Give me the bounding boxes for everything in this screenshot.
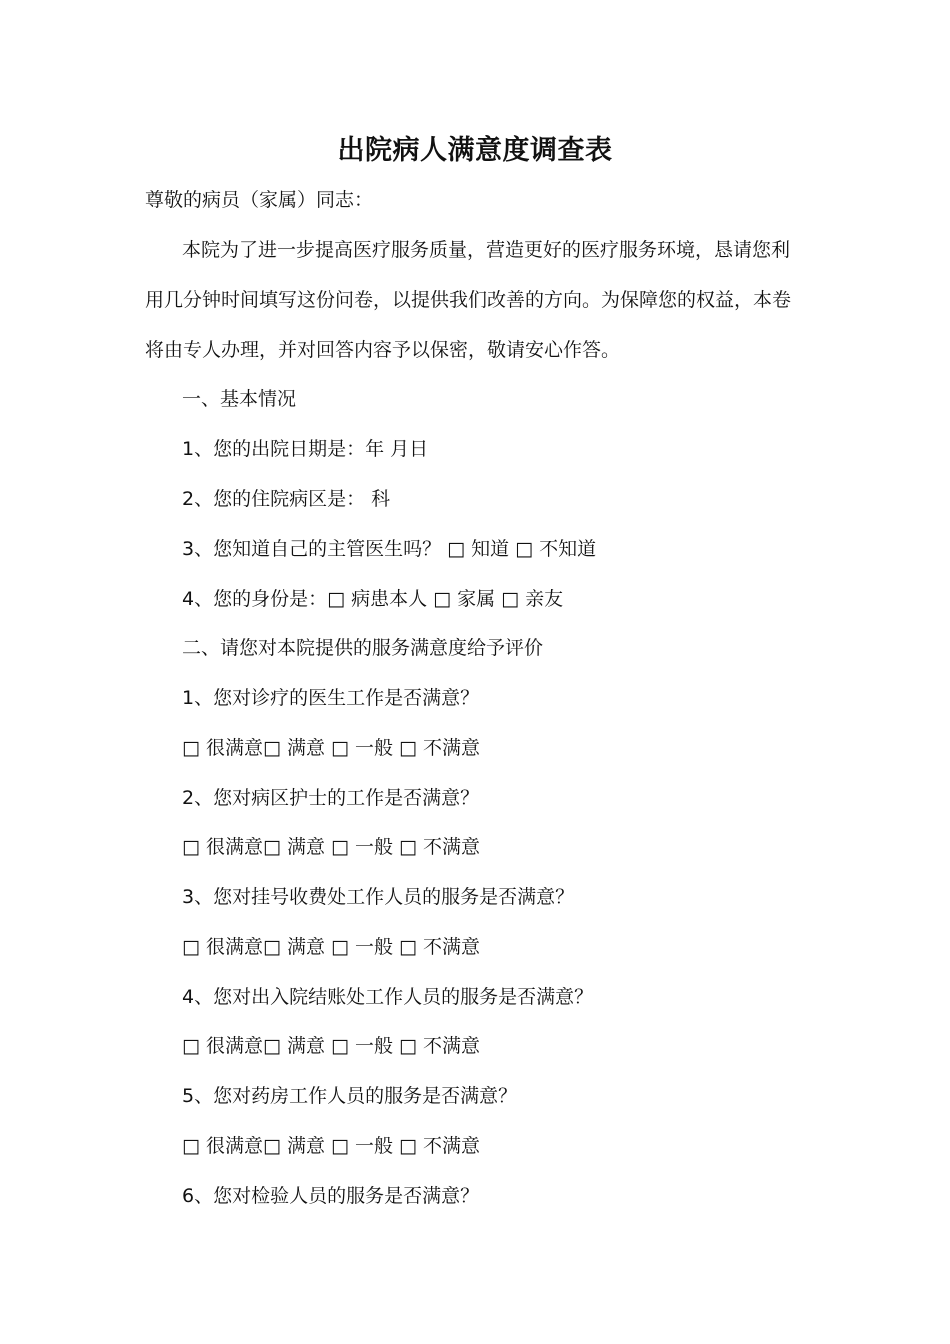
options-doctor: □ 很满意□ 满意 □ 一般 □ 不满意: [182, 737, 481, 759]
question-registration: 3、您对挂号收费处工作人员的服务是否满意？: [182, 886, 575, 908]
question-pharmacy: 5、您对药房工作人员的服务是否满意？: [182, 1085, 518, 1107]
question-nurse: 2、您对病区护士的工作是否满意？: [182, 787, 480, 809]
options-pharmacy: □ 很满意□ 满意 □ 一般 □ 不满意: [182, 1135, 481, 1157]
options-nurse: □ 很满意□ 满意 □ 一般 □ 不满意: [182, 836, 481, 858]
section-heading-evaluation: 二、请您对本院提供的服务满意度给予评价: [182, 637, 544, 659]
basic-item-ward: 2、您的住院病区是： 科: [182, 488, 391, 510]
options-registration: □ 很满意□ 满意 □ 一般 □ 不满意: [182, 936, 481, 958]
question-billing: 4、您对出入院结账处工作人员的服务是否满意？: [182, 986, 594, 1008]
section-heading-basic: 一、基本情况: [182, 388, 297, 410]
salutation: 尊敬的病员（家属）同志：: [145, 189, 374, 211]
question-laboratory: 6、您对检验人员的服务是否满意？: [182, 1185, 480, 1207]
basic-item-discharge-date: 1、您的出院日期是：年 月日: [182, 438, 429, 460]
intro-line-1: 本院为了进一步提高医疗服务质量，营造更好的医疗服务环境，恳请您利: [182, 239, 791, 261]
basic-item-identity: 4、您的身份是：□ 病患本人 □ 家属 □ 亲友: [182, 588, 564, 610]
basic-item-know-doctor: 3、您知道自己的主管医生吗？ □ 知道 □ 不知道: [182, 538, 597, 560]
options-billing: □ 很满意□ 满意 □ 一般 □ 不满意: [182, 1035, 481, 1057]
page-title: 出院病人满意度调查表: [337, 135, 613, 166]
intro-line-2: 用几分钟时间填写这份问卷，以提供我们改善的方向。为保障您的权益，本卷: [145, 289, 792, 311]
intro-line-3: 将由专人办理，并对回答内容予以保密，敬请安心作答。: [145, 339, 621, 361]
question-doctor: 1、您对诊疗的医生工作是否满意？: [182, 687, 480, 709]
